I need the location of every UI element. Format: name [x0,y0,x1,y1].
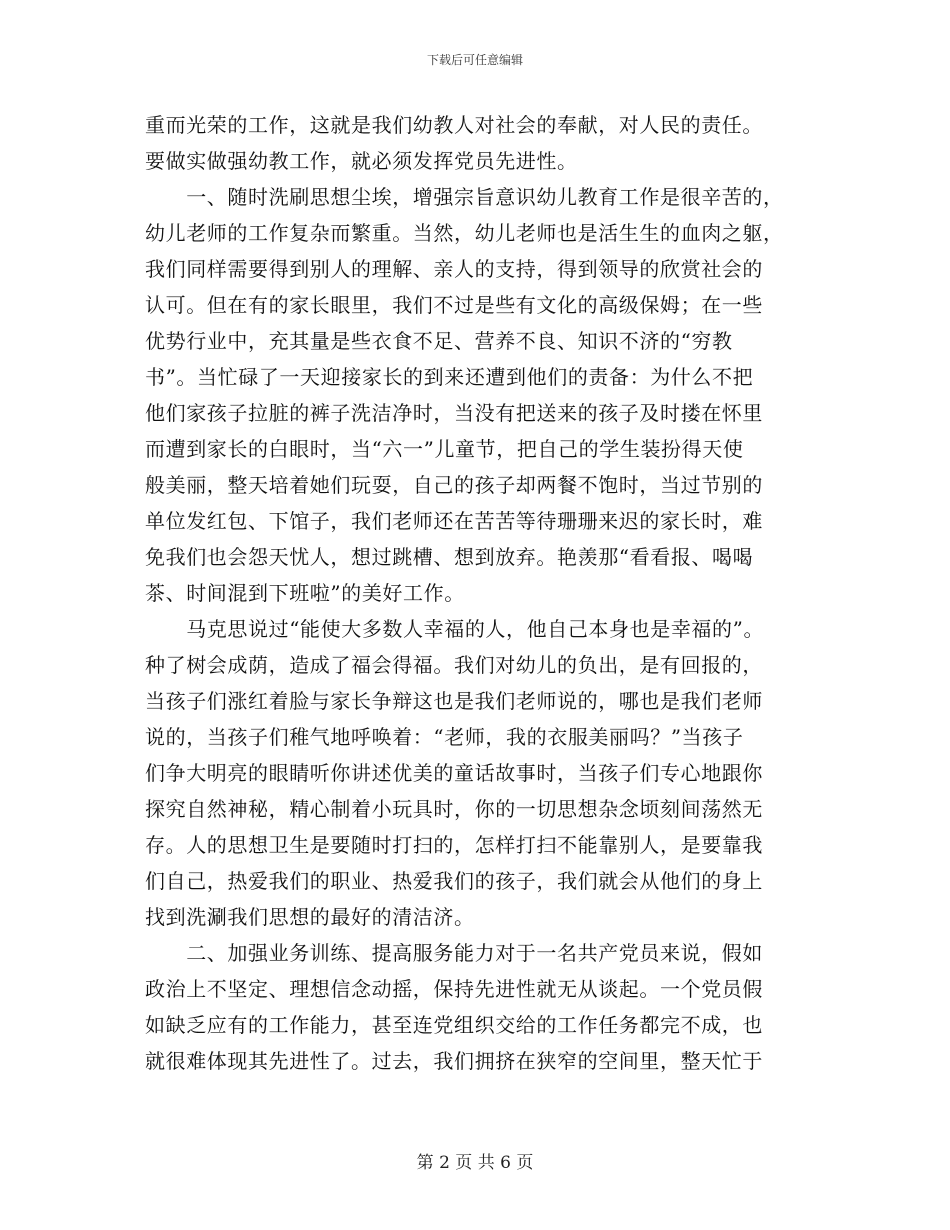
text-line: 免我们也会怨天忧人，想过跳槽、想到放弃。艳羡那“看看报、喝喝 [145,545,754,569]
text-line: 存。人的思想卫生是要随时打扫的，怎样打扫不能靠别人，是要靠我 [145,833,763,857]
text-line: 幼儿老师的工作复杂而繁重。当然，幼儿老师也是活生生的血肉之躯， [145,221,784,245]
text-line: 重而光荣的工作，这就是我们幼教人对社会的奉献，对人民的责任。 [145,113,763,137]
text-line: 们自己，热爱我们的职业、热爱我们的孩子，我们就会从他们的身上 [145,869,763,893]
text-line: 找到洗涮我们思想的最好的清洁济。 [145,905,475,929]
text-line: 他们家孩子拉脏的裤子洗洁净时，当没有把送来的孩子及时搂在怀里 [145,401,763,425]
text-line: 探究自然神秘，精心制着小玩具时，你的一切思想杂念顷刻间荡然无 [145,797,763,821]
text-line: 单位发红包、下馆子，我们老师还在苦苦等待珊珊来迟的家长时，难 [145,509,763,533]
text-line: 如缺乏应有的工作能力，甚至连党组织交给的工作任务都完不成，也 [145,1013,763,1037]
text-line: 种了树会成荫，造成了福会得福。我们对幼儿的负出，是有回报的， [145,653,763,677]
text-line: 当孩子们涨红着脸与家长争辩这也是我们老师说的，哪也是我们老师 [145,689,763,713]
text-line: 而遭到家长的白眼时，当“六一”儿童节，把自己的学生装扮得天使 [145,437,744,461]
text-line: 要做实做强幼教工作，就必须发挥党员先进性。 [145,149,578,173]
text-line: 优势行业中，充其量是些衣食不足、营养不良、知识不济的“穷教 [145,329,733,353]
text-line: 说的，当孩子们稚气地呼唤着：“老师，我的衣服美丽吗？”当孩子 [145,725,744,749]
text-line: 政治上不坚定、理想信念动摇，保持先进性就无从谈起。一个党员假 [145,977,763,1001]
text-line: 我们同样需要得到别人的理解、亲人的支持，得到领导的欣赏社会的 [145,257,763,281]
page-header: 下载后可任意编辑 [426,53,523,67]
text-line: 一、随时洗刷思想尘埃，增强宗旨意识幼儿教育工作是很辛苦的， [145,185,784,209]
text-line: 马克思说过“能使大多数人幸福的人，他自己本身也是幸福的”。 [145,617,765,641]
text-line: 般美丽，整天培着她们玩耍，自己的孩子却两餐不饱时，当过节别的 [145,473,763,497]
document-body [145,107,825,1079]
text-line: 们争大明亮的眼睛听你讲述优美的童话故事时，当孩子们专心地跟你 [145,761,763,785]
text-line: 书”。当忙碌了一天迎接家长的到来还遭到他们的责备：为什么不把 [145,365,754,389]
text-line: 认可。但在有的家长眼里，我们不过是些有文化的高级保姆；在一些 [145,293,763,317]
text-line: 就很难体现其先进性了。过去，我们拥挤在狭窄的空间里，整天忙于 [145,1049,763,1073]
page-number-footer: 第 2 页 共 6 页 [416,1153,534,1173]
text-line: 茶、时间混到下班啦”的美好工作。 [145,581,465,605]
text-line: 二、加强业务训练、提高服务能力对于一名共产党员来说，假如 [145,941,763,965]
